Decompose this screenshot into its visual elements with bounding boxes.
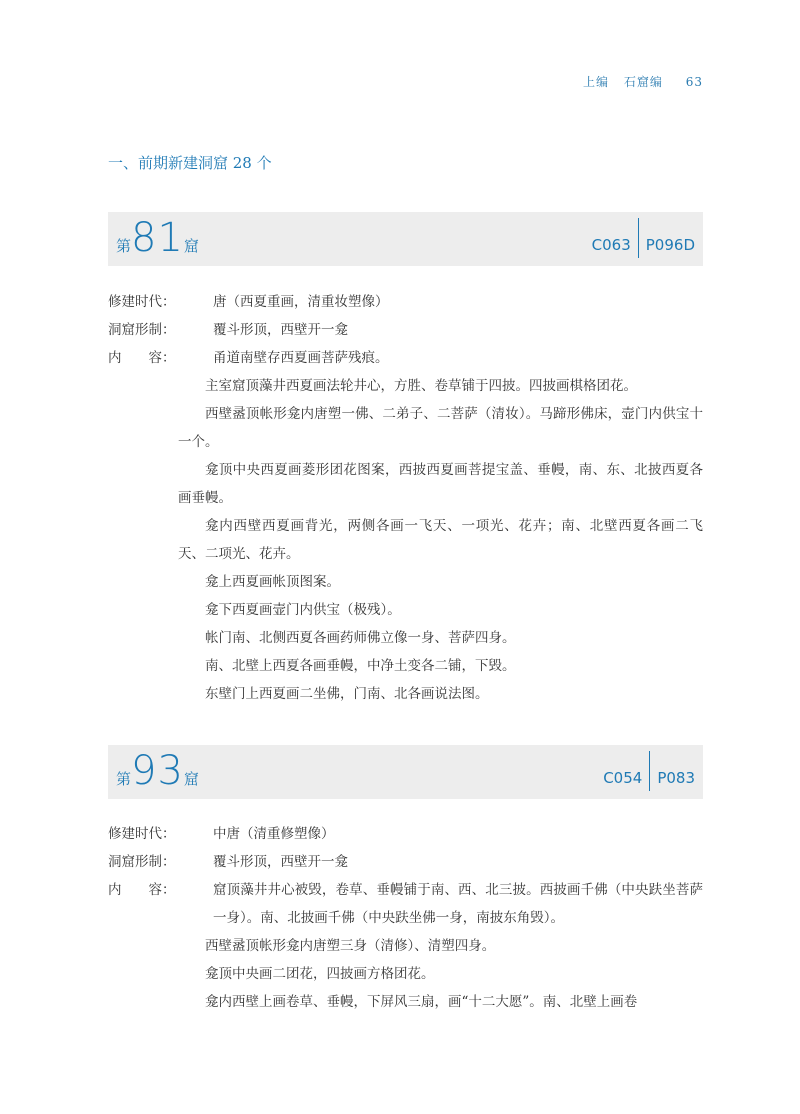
content-paragraph: 龛上西夏画帐顶图案。 (205, 574, 340, 590)
content-paragraph: 甬道南壁存西夏画菩萨残痕。 (213, 350, 389, 366)
form-value: 覆斗形顶，西壁开一龛 (213, 322, 348, 338)
content-row (108, 876, 703, 904)
cave-code-p: P096D (645, 236, 695, 254)
page-number: 63 (685, 75, 703, 89)
content-paragraph: 西壁盝顶帐形龛内唐塑三身（清修）、清塑四身。 (205, 938, 496, 954)
cave-prefix: 第 (116, 237, 132, 255)
cave-code-p: P083 (657, 769, 695, 787)
form-row (108, 848, 703, 876)
cave-entries-93 (108, 820, 703, 1016)
content-paragraph: 西壁盝顶帐形龛内唐塑一佛、二弟子、二菩萨（清妆）。马蹄形佛床，壸门内供宝十一个。 (178, 406, 703, 450)
era-row (108, 288, 703, 316)
content-paragraph: 南、北壁上西夏各画垂幔，中净土变各二铺，下毁。 (205, 658, 516, 674)
content-paragraph: 主室窟顶藻井西夏画法轮井心，方胜、卷草铺于四披。四披画棋格团花。 (205, 378, 637, 394)
era-value: 唐（西夏重画，清重妆塑像） (213, 294, 389, 310)
era-key: 修建时代： (108, 826, 176, 842)
cave-label (116, 748, 199, 794)
cave-codes (592, 218, 695, 258)
form-key: 洞窟形制： (108, 854, 176, 870)
content-row (108, 344, 703, 372)
content-key: 内 容： (108, 350, 176, 366)
cave-banner-81 (108, 212, 703, 266)
code-divider (638, 218, 639, 258)
code-divider (649, 751, 650, 791)
running-head-part: 上编 (583, 75, 610, 89)
content-paragraph: 龛顶中央画二团花，四披画方格团花。 (205, 966, 435, 982)
content-key: 内 容： (108, 882, 176, 898)
running-head (573, 73, 703, 90)
content-paragraph: 龛下西夏画壸门内供宝（极残）。 (205, 602, 401, 618)
running-head-section: 石窟编 (623, 75, 663, 89)
cave-suffix: 窟 (183, 770, 199, 788)
cave-codes (603, 751, 695, 791)
cave-number: 93 (131, 748, 184, 794)
cave-number: 81 (131, 215, 184, 261)
content-paragraph: 窟顶藻井井心被毁，卷草、垂幔铺于南、西、北三披。西披画千佛（中央趺坐菩萨一身）。南、北披画千佛（中央趺坐佛一身，南披东角毁）。 (213, 882, 703, 926)
era-key: 修建时代： (108, 294, 176, 310)
cave-suffix: 窟 (183, 237, 199, 255)
cave-banner-93 (108, 745, 703, 799)
form-value: 覆斗形顶，西壁开一龛 (213, 854, 348, 870)
content-paragraph: 龛内西壁上画卷草、垂幔，下屏风三扇，画“十二大愿”。南、北壁上画卷 (205, 994, 638, 1010)
form-row (108, 316, 703, 344)
form-key: 洞窟形制： (108, 322, 176, 338)
cave-code-c: C054 (603, 769, 643, 787)
content-paragraph: 帐门南、北侧西夏各画药师佛立像一身、菩萨四身。 (205, 630, 516, 646)
section-title: 一、前期新建洞窟 28 个 (108, 154, 272, 172)
era-value: 中唐（清重修塑像） (213, 826, 335, 842)
cave-label (116, 215, 199, 261)
cave-code-c: C063 (591, 236, 631, 254)
cave-prefix: 第 (116, 770, 132, 788)
content-paragraph: 龛顶中央西夏画菱形团花图案，西披西夏画菩提宝盖、垂幔，南、东、北披西夏各画垂幔。 (178, 462, 703, 506)
content-paragraph: 东壁门上西夏画二坐佛，门南、北各画说法图。 (205, 686, 489, 702)
era-row (108, 820, 703, 848)
cave-entries-81 (108, 288, 703, 708)
content-paragraph: 龛内西壁西夏画背光，两侧各画一飞天、一项光、花卉；南、北壁西夏各画二飞天、二项光、花卉。 (178, 518, 703, 562)
